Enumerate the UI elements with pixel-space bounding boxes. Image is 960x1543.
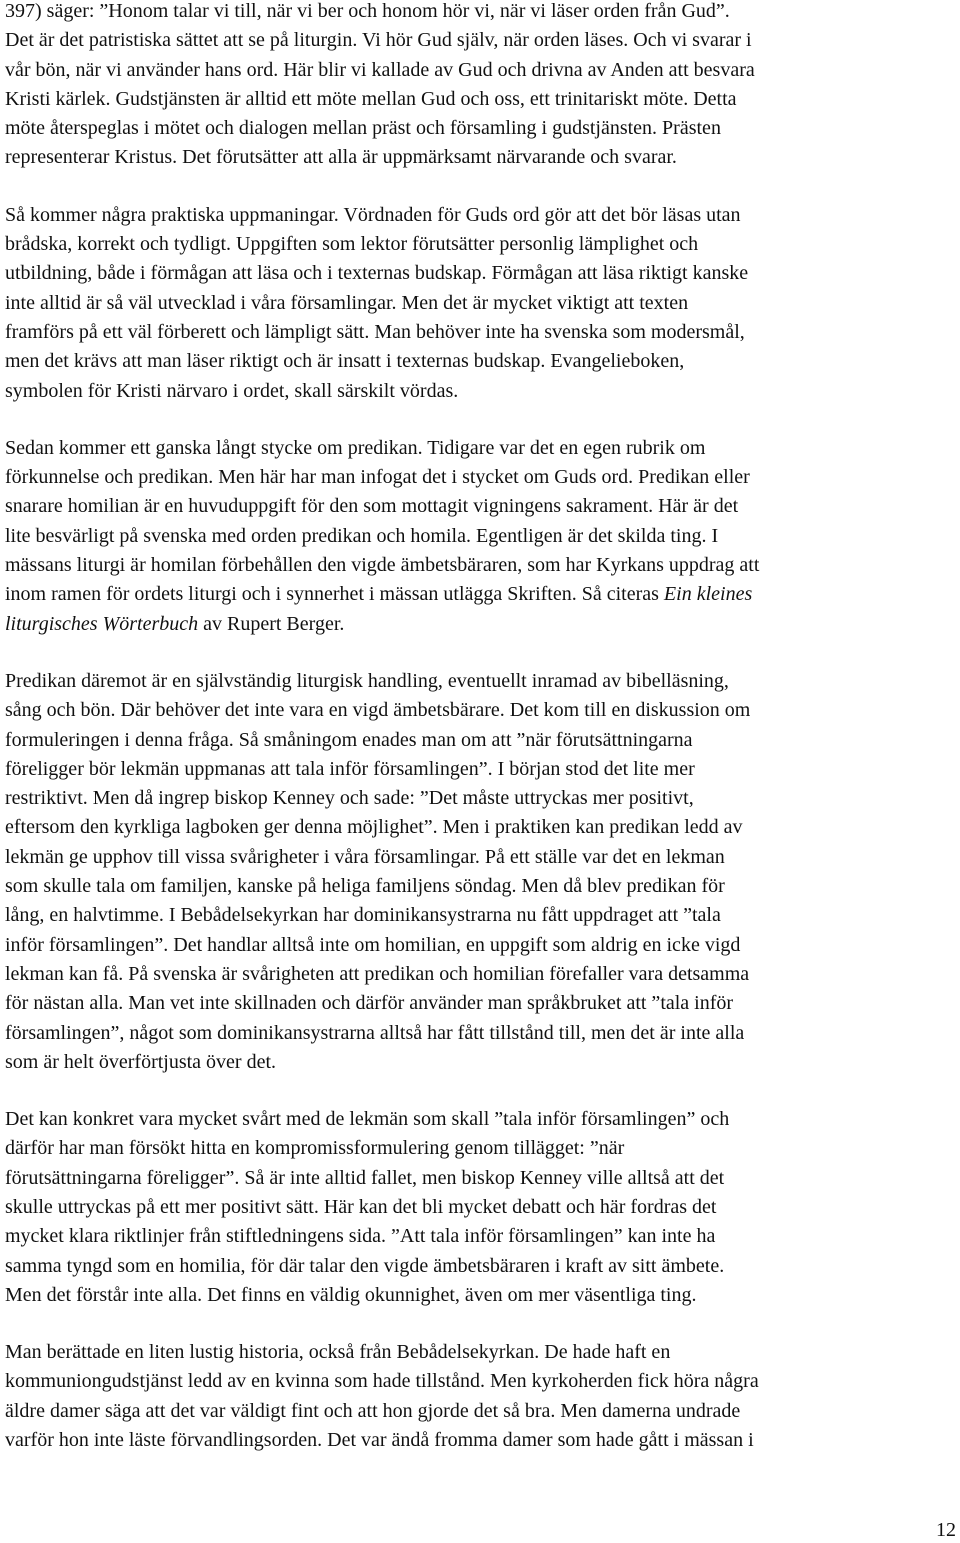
text-line: snarare homilian är en huvuduppgift för den som mottagit vigningens sakrament. Här är det (5, 495, 739, 518)
text-line: lång, en halvtimme. I Bebådelsekyrkan har dominikansystrarna nu fått uppdraget att ”tala (5, 904, 721, 927)
text-line: representerar Kristus. Det förutsätter att alla är uppmärksamt närvarande och svarar. (5, 146, 677, 169)
text-line: Men det förstår inte alla. Det finns en väldig okunnighet, även om mer väsentliga ting. (5, 1283, 697, 1306)
text-line: församlingen”, något som dominikansystrarna alltså har fått tillstånd till, men det är inte alla (5, 1021, 745, 1044)
text-line: Sedan kommer ett ganska långt stycke om predikan. Tidigare var det en egen rubrik om (5, 436, 706, 459)
text-line: eftersom den kyrkliga lagboken ger denna möjlighet”. Men i praktiken kan predikan ledd av (5, 816, 743, 839)
text-line: lekman kan få. På svenska är svårigheten att predikan och homilian förefaller vara detsamma (5, 962, 750, 985)
text-segment: av Rupert Berger. (198, 612, 345, 635)
text-line: 397) säger: ”Honom talar vi till, när vi ber och honom hör vi, när vi läser orden från Gud”. (5, 0, 730, 22)
paragraph-5 (5, 1105, 957, 1310)
text-line: föreligger bör lekmän uppmanas att tala inför församlingen”. I början stod det lite mer (5, 757, 695, 780)
text-line-with-citation (5, 580, 957, 609)
book-title: liturgisches Wörterbuch (5, 612, 199, 635)
text-line: brådska, korrekt och tydligt. Uppgiften som lektor förutsätter personlig lämplighet och (5, 233, 699, 256)
paragraph-1 (5, 0, 957, 173)
text-line: lekmän ge upphov till vissa svårigheter i våra församlingar. På ett ställe var det en lekman (5, 845, 725, 868)
text-line: som skulle tala om familjen, kanske på heliga familjens söndag. Men då blev predikan för (5, 875, 725, 898)
paragraph-2 (5, 201, 957, 406)
text-line: inte alltid är så väl utvecklad i våra församlingar. Men det är mycket viktigt att texten (5, 291, 689, 314)
text-line: mässans liturgi är homilan förbehållen den vigde ämbetsbäraren, som har Kyrkans uppdrag att (5, 554, 760, 577)
text-line: möte återspeglas i mötet och dialogen mellan präst och församling i gudstjänsten. Prästen (5, 117, 721, 140)
text-line: Kristi kärlek. Gudstjänsten är alltid ett möte mellan Gud och oss, ett trinitariskt möte. Detta (5, 87, 737, 110)
paragraph-3 (5, 434, 957, 639)
text-line: Det är det patristiska sättet att se på liturgin. Vi hör Gud själv, när orden läses. Och vi svarar i (5, 29, 752, 52)
text-line: symbolen för Kristi närvaro i ordet, skall särskilt vördas. (5, 379, 459, 402)
text-line: Man berättade en liten lustig historia, också från Bebådelsekyrkan. De hade haft en (5, 1341, 671, 1364)
text-line: mycket klara riktlinjer från stiftledningens sida. ”Att tala inför församlingen” kan inte ha (5, 1225, 716, 1248)
book-title: Ein kleines (663, 583, 753, 606)
text-line: Så kommer några praktiska uppmaningar. Vördnaden för Guds ord gör att det bör läsas utan (5, 203, 741, 226)
text-line: sång och bön. Där behöver det inte vara en vigd ämbetsbärare. Det kom till en diskussion om (5, 699, 751, 722)
text-line: Det kan konkret vara mycket svårt med de lekmän som skall ”tala inför församlingen” och (5, 1108, 730, 1131)
document-page (5, 0, 957, 1483)
text-segment: inom ramen för ordets liturgi och i synnerhet i mässan utlägga Skriften. Så citeras (5, 583, 664, 606)
text-line: därför har man försökt hitta en kompromissformulering genom tillägget: ”när (5, 1137, 625, 1160)
text-line: som är helt överförtjusta över det. (5, 1050, 277, 1073)
text-line: skulle uttryckas på ett mer positivt sätt. Här kan det bli mycket debatt och här fordras det (5, 1195, 717, 1218)
text-line: men det krävs att man läser riktigt och är insatt i texternas budskap. Evangelieboken, (5, 350, 685, 373)
text-line: varför hon inte läste förvandlingsorden. Det var ändå fromma damer som hade gått i mässan i (5, 1429, 754, 1452)
page-number: 12 (936, 1519, 956, 1541)
paragraph-6 (5, 1338, 957, 1455)
text-line-with-citation (5, 610, 957, 639)
text-line: inför församlingen”. Det handlar alltså inte om homilian, en uppgift som aldrig en icke vigd (5, 933, 741, 956)
text-line: lite besvärligt på svenska med orden predikan och homila. Egentligen är det skilda ting. I (5, 524, 719, 547)
text-line: för nästan alla. Man vet inte skillnaden och därför använder man språkbruket att ”tala inför (5, 992, 734, 1015)
text-line: utbildning, både i förmågan att läsa och i texternas budskap. Förmågan att läsa riktigt kanske (5, 262, 749, 285)
text-line: Predikan däremot är en självständig liturgisk handling, eventuellt inramad av bibelläsning, (5, 669, 729, 692)
text-line: kommuniongudstjänst ledd av en kvinna som hade tillstånd. Men kyrkoherden fick höra några (5, 1370, 759, 1393)
text-line: förkunnelse och predikan. Men här har man infogat det i stycket om Guds ord. Predikan eller (5, 466, 750, 489)
text-line: förutsättningarna föreligger”. Så är inte alltid fallet, men biskop Kenney ville alltså att det (5, 1166, 725, 1189)
text-line: formuleringen i denna fråga. Så småningom enades man om att ”när förutsättningarna (5, 728, 693, 751)
text-line: samma tyngd som en homilia, för där talar den vigde ämbetsbäraren i kraft av sitt ämbete. (5, 1254, 725, 1277)
text-line: restriktivt. Men då ingrep biskop Kenney och sade: ”Det måste uttryckas mer positivt, (5, 787, 694, 810)
text-line: vår bön, när vi använder hans ord. Här blir vi kallade av Gud och drivna av Anden att besvara (5, 58, 755, 81)
paragraph-4 (5, 667, 957, 1077)
text-line: framförs på ett väl förberett och lämpligt sätt. Man behöver inte ha svenska som modersmål, (5, 320, 745, 343)
text-line: äldre damer säga att det var väldigt fint och att hon gjorde det så bra. Men damerna undrade (5, 1399, 741, 1422)
